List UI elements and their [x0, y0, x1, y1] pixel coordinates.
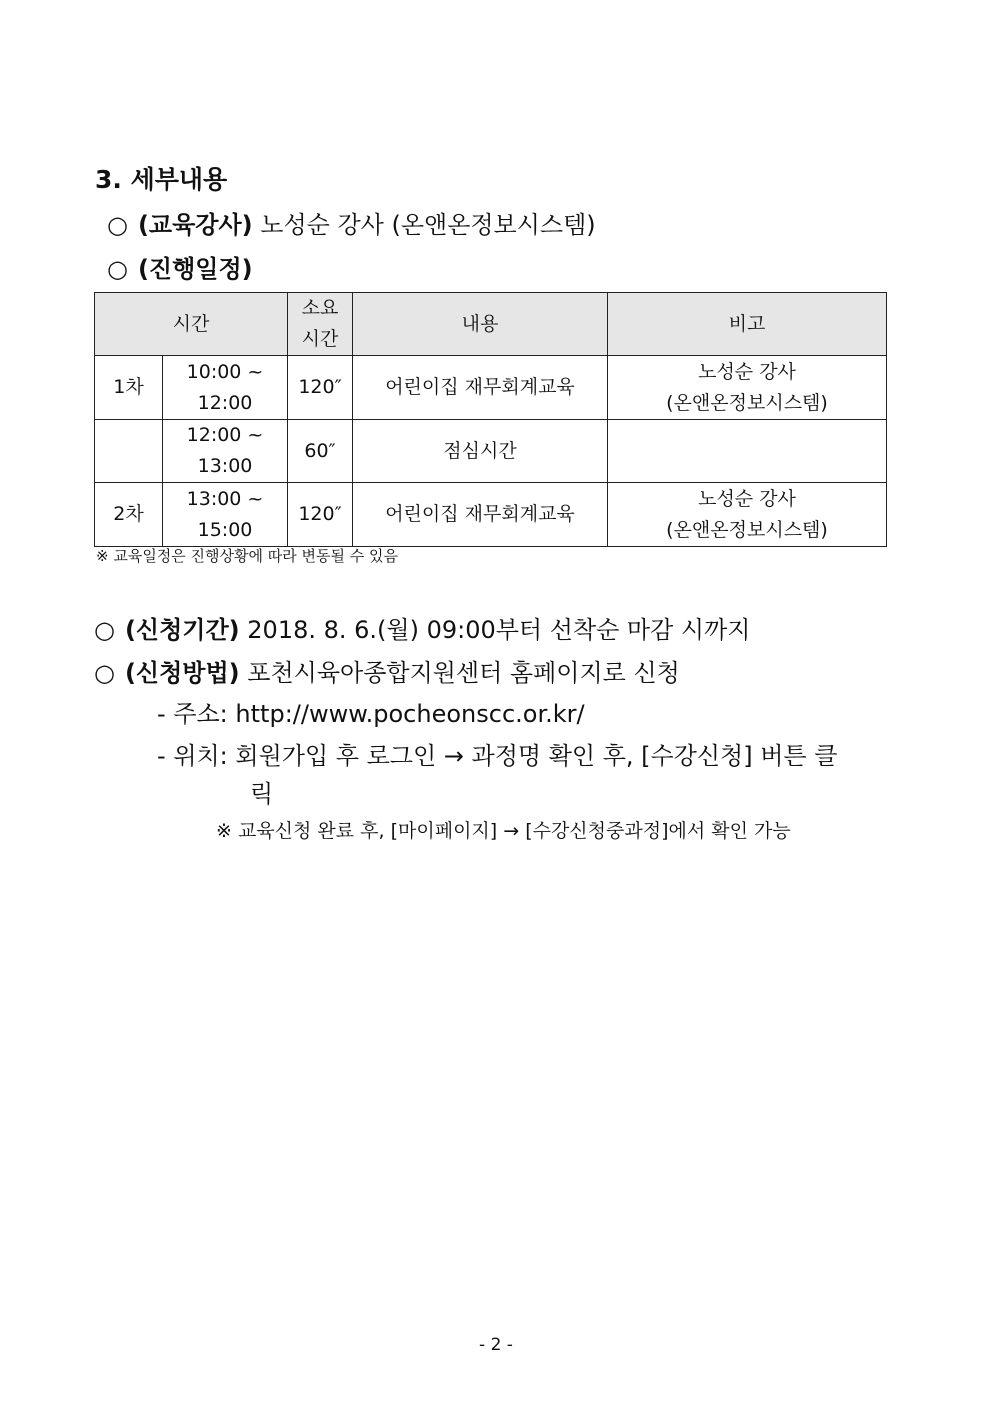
table-row	[95, 356, 887, 420]
instructor-value: 노성순 강사 (온앤온정보시스템)	[260, 211, 596, 239]
address-url-link[interactable]: http://www.pocheonscc.or.kr/	[235, 700, 585, 728]
address-line	[157, 694, 585, 729]
schedule-note: ※ 교육일정은 진행상황에 따라 변동될 수 있음	[96, 547, 398, 565]
header-duration	[288, 293, 353, 356]
period-value: 2018. 8. 6.(월) 09:00부터 선착순 마감 시까지	[247, 616, 751, 644]
header-remarks: 비고	[608, 293, 887, 356]
method-value: 포천시육아종합지원센터 홈페이지로 신청	[247, 659, 680, 687]
table-row	[95, 483, 887, 547]
bullet-circle-icon: ○	[107, 255, 128, 283]
cell-time-end: 13:00	[197, 455, 253, 477]
cell-round: 2차	[95, 483, 163, 547]
cell-time-start: 12:00 ~	[186, 424, 264, 446]
header-duration-line2: 시간	[301, 328, 339, 350]
location-label: 위치:	[173, 742, 228, 770]
period-line	[94, 610, 750, 645]
schedule-heading	[107, 249, 253, 284]
table-row	[95, 420, 887, 483]
cell-content: 점심시간	[353, 420, 608, 483]
cell-round	[95, 420, 163, 483]
bullet-circle-icon: ○	[94, 659, 115, 687]
cell-remarks-line1: 노성순 강사	[698, 487, 796, 510]
cell-time-start: 13:00 ~	[186, 487, 264, 510]
header-content: 내용	[353, 293, 608, 356]
cell-remarks-line2: (온앤온정보시스템)	[666, 518, 828, 541]
cell-content: 어린이집 재무회계교육	[353, 483, 608, 547]
location-value-line1: 회원가입 후 로그인 → 과정명 확인 후, [수강신청] 버튼 클	[235, 742, 838, 770]
period-label: (신청기간)	[124, 616, 240, 644]
cell-remarks	[608, 483, 887, 547]
cell-duration: 120″	[288, 356, 353, 420]
cell-content: 어린이집 재무회계교육	[353, 356, 608, 420]
page-number: - 2 -	[479, 1335, 513, 1355]
instructor-label: (교육강사)	[137, 211, 253, 239]
address-label: 주소:	[173, 700, 228, 728]
cell-time	[163, 356, 288, 420]
table-header-row	[95, 293, 887, 356]
cell-remarks	[608, 420, 887, 483]
bullet-circle-icon: ○	[94, 616, 115, 644]
section-title: 3. 세부내용	[95, 165, 228, 194]
cell-round: 1차	[95, 356, 163, 420]
cell-time-start: 10:00 ~	[186, 360, 264, 383]
cell-remarks-line2: (온앤온정보시스템)	[666, 391, 828, 414]
cell-remarks-line1: 노성순 강사	[698, 360, 796, 383]
header-duration-line1: 소요	[301, 297, 339, 319]
instructor-line	[107, 205, 596, 240]
final-note: ※ 교육신청 완료 후, [마이페이지] → [수강신청중과정]에서 확인 가능	[216, 820, 791, 842]
location-value-line2: 릭	[250, 780, 274, 808]
schedule-label: (진행일정)	[137, 255, 253, 283]
method-label: (신청방법)	[124, 659, 240, 687]
bullet-circle-icon: ○	[107, 211, 128, 239]
cell-time-end: 12:00	[197, 391, 253, 414]
cell-time-end: 15:00	[197, 518, 253, 541]
header-time: 시간	[95, 293, 288, 356]
method-line	[94, 653, 680, 688]
cell-remarks	[608, 356, 887, 420]
schedule-table	[94, 292, 887, 547]
location-line	[157, 736, 837, 771]
cell-time	[163, 420, 288, 483]
dash-marker: -	[157, 742, 166, 770]
dash-marker: -	[157, 700, 166, 728]
cell-duration: 120″	[288, 483, 353, 547]
cell-duration: 60″	[288, 420, 353, 483]
cell-time	[163, 483, 288, 547]
